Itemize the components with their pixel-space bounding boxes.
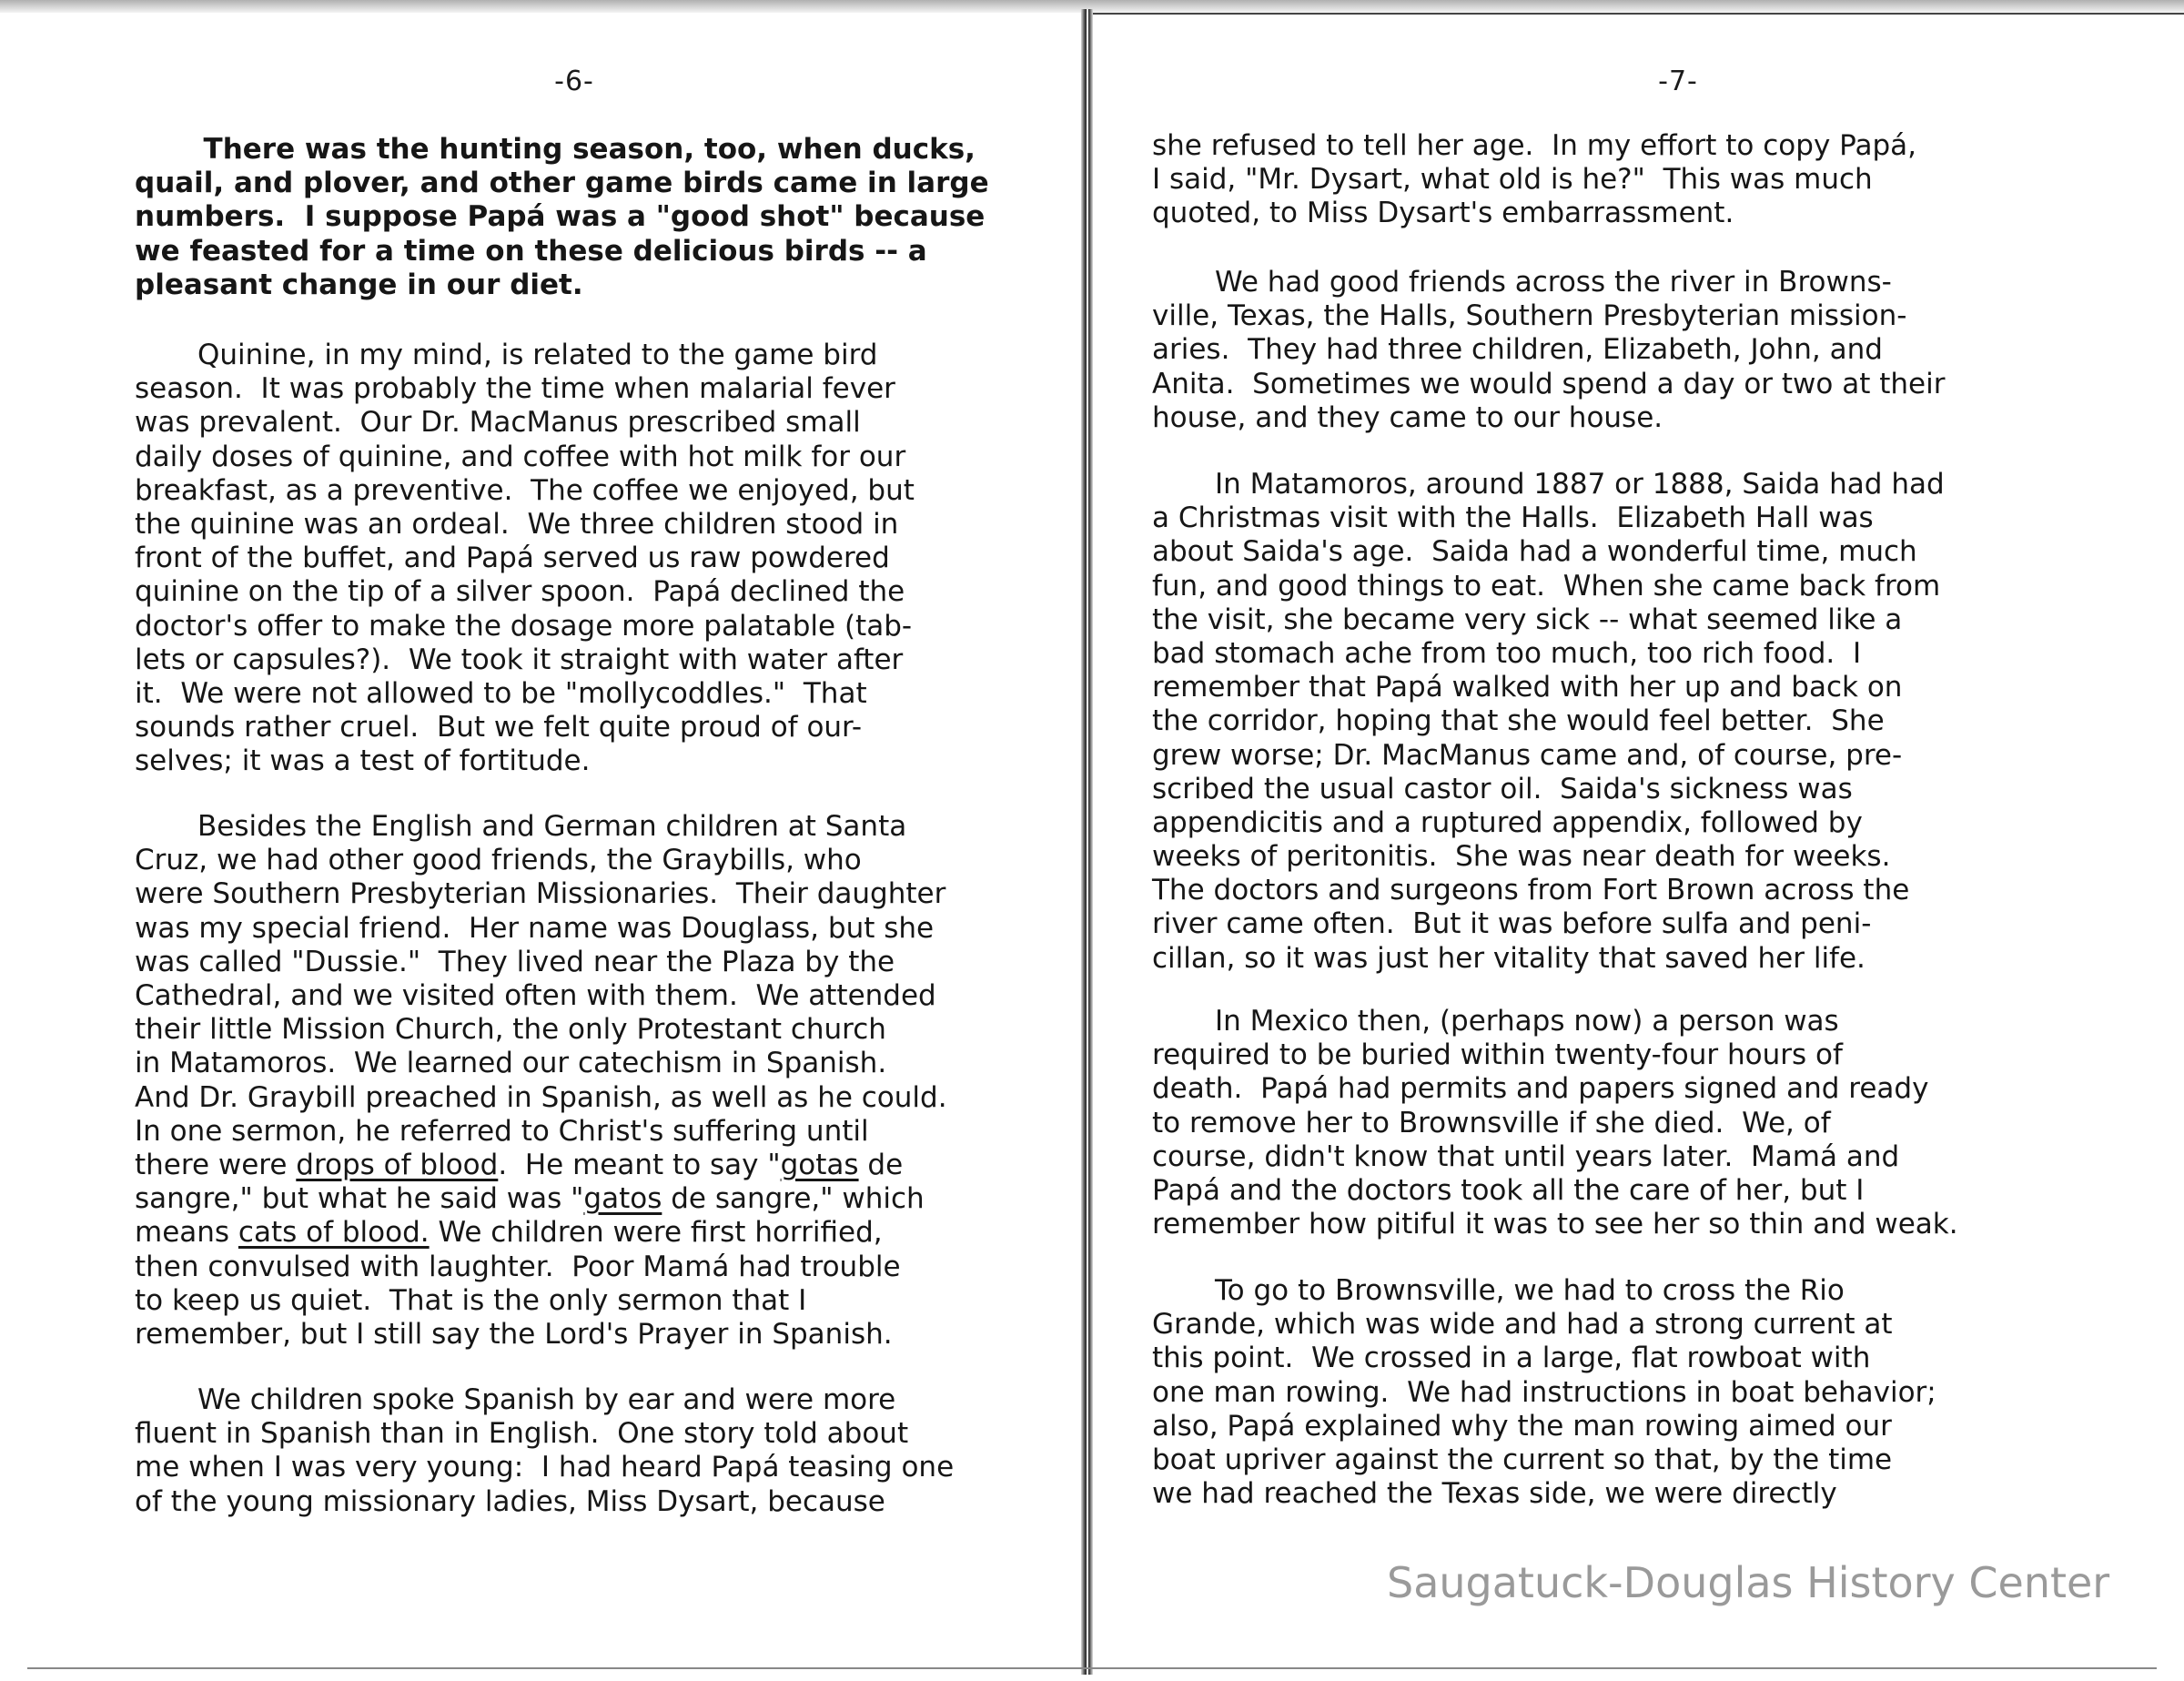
paragraph <box>1152 1005 1958 1241</box>
text-line: this point. We crossed in a large, flat rowboat with <box>1152 1342 1871 1375</box>
text-line: Besides the English and German children at Santa <box>135 810 907 843</box>
text-line: we had reached the Texas side, we were directly <box>1152 1477 1837 1511</box>
text-line: appendicitis and a ruptured appendix, followed by <box>1152 805 1863 839</box>
text-line: remember how pitiful it was to see her so thin and weak. <box>1152 1208 1958 1241</box>
paragraph <box>135 810 947 1149</box>
text-line: Grande, which was wide and had a strong current at <box>1152 1308 1893 1342</box>
paragraph <box>135 339 915 778</box>
text-line: she refused to tell her age. In my effort to copy Papá, <box>1152 129 1916 162</box>
text-line: cillan, so it was just her vitality that saved her life. <box>1152 941 1866 975</box>
paragraph <box>1152 129 1916 231</box>
text-line: then convulsed with laughter. Poor Mamá had trouble <box>135 1250 901 1283</box>
text-line: to keep us quiet. That is the only sermon that I <box>135 1283 807 1317</box>
text-line: The doctors and surgeons from Fort Brown across the <box>1152 874 1910 907</box>
paragraph <box>1152 1274 1936 1511</box>
text-line: season. It was probably the time when malarial fever <box>135 372 895 406</box>
text-line: grew worse; Dr. MacManus came and, of course, pre- <box>1152 738 1903 772</box>
text-line: ville, Texas, the Halls, Southern Presbyterian mission- <box>1152 299 1907 333</box>
text-line <box>135 1182 925 1216</box>
gutter-shadow-left <box>1081 9 1087 1675</box>
text-line: front of the buffet, and Papá served us raw powdered <box>135 542 890 575</box>
text-line: Quinine, in my mind, is related to the game bird <box>135 339 878 371</box>
text-line: we feasted for a time on these delicious birds -- a <box>135 234 927 268</box>
underlined-phrase: gotas <box>780 1149 859 1181</box>
text-segment: We children were first horrified, <box>429 1216 883 1250</box>
text-line: daily doses of quinine, and coffee with hot milk for our <box>135 440 906 473</box>
paragraph <box>135 1149 925 1352</box>
text-line: house, and they came to our house. <box>1152 400 1663 434</box>
text-line: Papá and the doctors took all the care of her, but I <box>1152 1173 1865 1207</box>
page-number-left: -6- <box>554 66 594 97</box>
underlined-phrase: drops of blood <box>296 1149 499 1181</box>
text-line: I said, "Mr. Dysart, what old is he?" This was much <box>1152 163 1873 197</box>
watermark: Saugatuck-Douglas History Center <box>1387 1558 2110 1607</box>
underlined-phrase: gatos <box>583 1182 662 1216</box>
text-line: about Saida's age. Saida had a wonderful time, much <box>1152 535 1917 569</box>
text-line: were Southern Presbyterian Missionaries. Their daughter <box>135 877 946 911</box>
text-line <box>135 1216 925 1250</box>
text-line: was called "Dussie." They lived near the Plaza by the <box>135 945 895 978</box>
text-line: lets or capsules?). We took it straight with water after <box>135 643 904 676</box>
text-segment: means <box>135 1216 238 1250</box>
text-line: river came often. But it was before sulfa and peni- <box>1152 907 1872 941</box>
text-line: death. Papá had permits and papers signed and ready <box>1152 1072 1929 1106</box>
text-line: of the young missionary ladies, Miss Dysart, because <box>135 1484 885 1518</box>
text-line: weeks of peritonitis. She was near death for weeks. <box>1152 840 1891 874</box>
text-line: a Christmas visit with the Halls. Elizabeth Hall was <box>1152 501 1874 535</box>
text-line: required to be buried within twenty-four hours of <box>1152 1038 1843 1072</box>
text-line: sounds rather cruel. But we felt quite proud of our- <box>135 711 863 744</box>
text-line: quail, and plover, and other game birds came in large <box>135 167 989 200</box>
text-line: doctor's offer to make the dosage more palatable (tab- <box>135 609 913 643</box>
text-line: Cathedral, and we visited often with them. We attended <box>135 978 936 1012</box>
text-line: To go to Brownsville, we had to cross the Rio <box>1152 1274 1845 1307</box>
right-page <box>1090 0 2184 1681</box>
text-line: numbers. I suppose Papá was a "good shot" because <box>135 200 986 234</box>
text-line: remember, but I still say the Lord's Prayer in Spanish. <box>135 1317 893 1351</box>
paragraph <box>135 1383 954 1519</box>
text-line: There was the hunting season, too, when ducks, <box>135 133 976 166</box>
text-line: And Dr. Graybill preached in Spanish, as well as he could. <box>135 1080 947 1114</box>
text-line: fluent in Spanish than in English. One story told about <box>135 1417 909 1451</box>
text-line: quoted, to Miss Dysart's embarrassment. <box>1152 197 1734 230</box>
text-line: In Matamoros, around 1887 or 1888, Saida had had <box>1152 468 1945 501</box>
text-line: course, didn't know that until years later. Mamá and <box>1152 1139 1900 1173</box>
text-line: the visit, she became very sick -- what seemed like a <box>1152 603 1903 636</box>
scan-bottom-line <box>27 1667 2157 1669</box>
text-line: We children spoke Spanish by ear and were more <box>135 1383 896 1416</box>
text-line: fun, and good things to eat. When she came back from <box>1152 569 1941 603</box>
text-line: the corridor, hoping that she would feel better. She <box>1152 704 1885 738</box>
text-line: In one sermon, he referred to Christ's suffering until <box>135 1114 869 1148</box>
paragraph <box>1152 266 1945 435</box>
text-line: aries. They had three children, Elizabeth, John, and <box>1152 333 1883 367</box>
text-line: also, Papá explained why the man rowing aimed our <box>1152 1409 1892 1443</box>
text-line: was my special friend. Her name was Douglass, but she <box>135 911 935 945</box>
text-segment: there were <box>135 1149 297 1181</box>
text-line: was prevalent. Our Dr. MacManus prescribed small <box>135 406 861 440</box>
left-page <box>0 0 1085 1681</box>
text-line: to remove her to Brownsville if she died. We, of <box>1152 1106 1831 1139</box>
text-segment: de <box>858 1149 904 1181</box>
text-line: their little Mission Church, the only Protestant church <box>135 1013 886 1047</box>
paragraph <box>1152 468 1945 976</box>
text-line: me when I was very young: I had heard Papá teasing one <box>135 1451 955 1484</box>
text-line: boat upriver against the current so that, by the time <box>1152 1443 1893 1476</box>
text-line: breakfast, as a preventive. The coffee we enjoyed, but <box>135 473 915 507</box>
text-line: one man rowing. We had instructions in boat behavior; <box>1152 1375 1936 1409</box>
text-line: Cruz, we had other good friends, the Graybills, who <box>135 844 862 877</box>
text-line: it. We were not allowed to be "mollycoddles." That <box>135 676 867 710</box>
text-line: In Mexico then, (perhaps now) a person was <box>1152 1005 1839 1038</box>
text-line: in Matamoros. We learned our catechism in Spanish. <box>135 1047 887 1080</box>
text-line: the quinine was an ordeal. We three children stood in <box>135 507 899 541</box>
text-line: quinine on the tip of a silver spoon. Papá declined the <box>135 575 905 609</box>
text-line: remember that Papá walked with her up and back on <box>1152 671 1903 704</box>
text-segment: de sangre," which <box>662 1182 925 1216</box>
paragraph <box>135 133 989 302</box>
text-line: We had good friends across the river in Browns- <box>1152 266 1892 299</box>
text-segment: sangre," but what he said was " <box>135 1182 584 1216</box>
text-line: Anita. Sometimes we would spend a day or two at their <box>1152 367 1946 400</box>
text-line <box>135 1149 925 1182</box>
text-line: bad stomach ache from too much, too rich food. I <box>1152 636 1862 670</box>
text-line: selves; it was a test of fortitude. <box>135 744 591 778</box>
text-line: scribed the usual castor oil. Saida's sickness was <box>1152 772 1853 805</box>
underlined-phrase: cats of blood. <box>238 1216 430 1250</box>
text-line: pleasant change in our diet. <box>135 268 583 301</box>
text-segment: . He meant to say " <box>498 1149 781 1181</box>
page-number-right: -7- <box>1658 66 1698 97</box>
